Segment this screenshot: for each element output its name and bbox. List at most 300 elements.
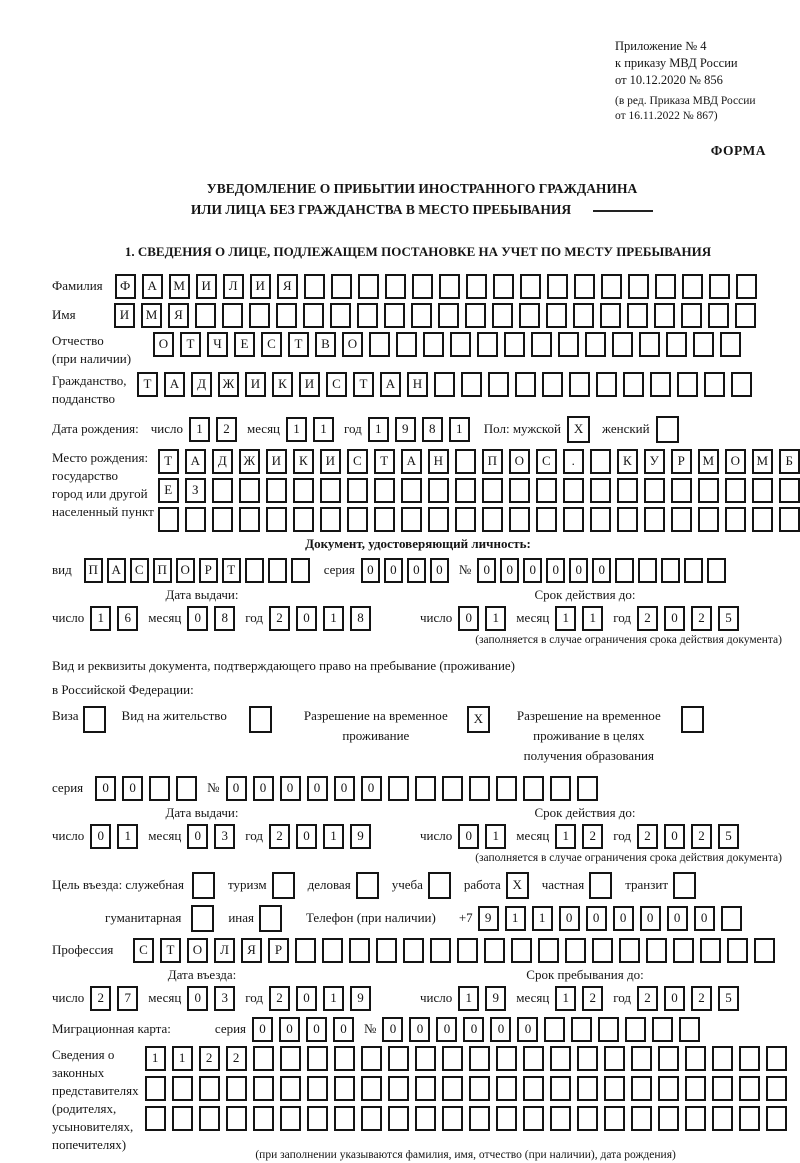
cell[interactable] — [625, 1017, 646, 1042]
cell[interactable] — [652, 1017, 673, 1042]
cell[interactable] — [357, 303, 378, 328]
cell[interactable]: 0 — [477, 558, 496, 583]
cell[interactable] — [482, 478, 503, 503]
cell[interactable] — [735, 303, 756, 328]
cell[interactable]: 1 — [505, 906, 526, 931]
cell[interactable]: 0 — [334, 776, 355, 801]
cell[interactable] — [707, 558, 726, 583]
cell[interactable] — [739, 1106, 760, 1131]
cell[interactable] — [589, 872, 612, 899]
cell[interactable] — [322, 938, 343, 963]
cell[interactable] — [736, 274, 757, 299]
purpose-humanitarian-checkbox[interactable] — [191, 905, 214, 932]
cell[interactable]: У — [644, 449, 665, 474]
cell[interactable] — [428, 478, 449, 503]
cell[interactable] — [176, 776, 197, 801]
cell[interactable] — [658, 1106, 679, 1131]
cell[interactable] — [266, 478, 287, 503]
cell[interactable]: И — [114, 303, 135, 328]
cell[interactable] — [720, 332, 741, 357]
cell[interactable]: С — [347, 449, 368, 474]
cell[interactable]: 2 — [216, 417, 237, 442]
cell[interactable]: О — [725, 449, 746, 474]
cell[interactable]: 0 — [306, 1017, 327, 1042]
cell[interactable] — [253, 1106, 274, 1131]
cell[interactable] — [185, 507, 206, 532]
cell[interactable] — [334, 1076, 355, 1101]
cell[interactable]: 0 — [490, 1017, 511, 1042]
cell[interactable] — [628, 274, 649, 299]
cell[interactable] — [604, 1046, 625, 1071]
cell[interactable] — [356, 872, 379, 899]
cell[interactable] — [779, 478, 800, 503]
birth-place-cells-row1[interactable] — [158, 449, 800, 474]
cell[interactable] — [423, 332, 444, 357]
cell[interactable] — [276, 303, 297, 328]
cell[interactable] — [619, 938, 640, 963]
cell[interactable] — [361, 1046, 382, 1071]
cell[interactable] — [544, 1017, 565, 1042]
cell[interactable] — [496, 776, 517, 801]
cell[interactable]: П — [482, 449, 503, 474]
identity-valid-day[interactable] — [458, 606, 506, 631]
cell[interactable] — [226, 1076, 247, 1101]
cell[interactable] — [455, 449, 476, 474]
cell[interactable]: 5 — [718, 606, 739, 631]
cell[interactable] — [347, 478, 368, 503]
cell[interactable] — [509, 478, 530, 503]
cell[interactable] — [677, 372, 698, 397]
cell[interactable] — [415, 776, 436, 801]
cell[interactable] — [601, 274, 622, 299]
cell[interactable] — [685, 1046, 706, 1071]
cell[interactable]: 0 — [187, 606, 208, 631]
cell[interactable]: 1 — [485, 606, 506, 631]
cell[interactable]: 7 — [117, 986, 138, 1011]
cell[interactable] — [320, 507, 341, 532]
purpose-business-checkbox[interactable] — [356, 872, 379, 899]
cell[interactable]: Я — [168, 303, 189, 328]
cell[interactable]: И — [196, 274, 217, 299]
cell[interactable]: С — [133, 938, 154, 963]
cell[interactable]: 0 — [307, 776, 328, 801]
purpose-work-checkbox[interactable] — [506, 872, 529, 899]
cell[interactable]: 0 — [458, 606, 479, 631]
cell[interactable] — [358, 274, 379, 299]
cell[interactable]: 0 — [546, 558, 565, 583]
cell[interactable] — [320, 478, 341, 503]
cell[interactable] — [590, 449, 611, 474]
cell[interactable]: 0 — [664, 824, 685, 849]
cell[interactable]: О — [342, 332, 363, 357]
cell[interactable]: 1 — [145, 1046, 166, 1071]
cell[interactable] — [158, 507, 179, 532]
cell[interactable] — [331, 274, 352, 299]
cell[interactable] — [531, 332, 552, 357]
cell[interactable]: 1 — [323, 606, 344, 631]
cell[interactable] — [627, 303, 648, 328]
cell[interactable] — [679, 1017, 700, 1042]
entry-day[interactable] — [90, 986, 138, 1011]
cell[interactable]: 0 — [90, 824, 111, 849]
cell[interactable] — [604, 1106, 625, 1131]
cell[interactable] — [569, 372, 590, 397]
cell[interactable] — [536, 478, 557, 503]
residence-issue-day[interactable] — [90, 824, 138, 849]
cell[interactable]: 0 — [463, 1017, 484, 1042]
residence-valid-month[interactable] — [555, 824, 603, 849]
cell[interactable] — [307, 1076, 328, 1101]
cell[interactable]: 1 — [117, 824, 138, 849]
cell[interactable] — [623, 372, 644, 397]
cell[interactable] — [280, 1046, 301, 1071]
cell[interactable]: А — [142, 274, 163, 299]
cell[interactable]: Т — [180, 332, 201, 357]
cell[interactable] — [496, 1076, 517, 1101]
cell[interactable]: И — [245, 372, 266, 397]
representatives-cells-row1[interactable] — [145, 1046, 787, 1071]
cell[interactable]: Ч — [207, 332, 228, 357]
cell[interactable]: 2 — [199, 1046, 220, 1071]
cell[interactable]: А — [164, 372, 185, 397]
cell[interactable]: 1 — [286, 417, 307, 442]
cell[interactable] — [571, 1017, 592, 1042]
cell[interactable] — [573, 303, 594, 328]
cell[interactable]: . — [563, 449, 584, 474]
cell[interactable]: 8 — [350, 606, 371, 631]
cell[interactable] — [655, 274, 676, 299]
cell[interactable]: 0 — [500, 558, 519, 583]
cell[interactable] — [465, 303, 486, 328]
stay-year[interactable] — [637, 986, 739, 1011]
residence-number-cells[interactable] — [226, 776, 598, 801]
cell[interactable]: 0 — [361, 776, 382, 801]
cell[interactable]: 1 — [485, 824, 506, 849]
representatives-cells-row3[interactable] — [145, 1106, 787, 1131]
cell[interactable] — [779, 507, 800, 532]
residence-series-cells[interactable] — [95, 776, 197, 801]
cell[interactable] — [644, 507, 665, 532]
cell[interactable]: 1 — [449, 417, 470, 442]
cell[interactable]: П — [84, 558, 103, 583]
cell[interactable] — [766, 1106, 787, 1131]
cell[interactable] — [388, 1106, 409, 1131]
cell[interactable] — [523, 1046, 544, 1071]
stay-month[interactable] — [555, 986, 603, 1011]
cell[interactable]: 2 — [582, 986, 603, 1011]
cell[interactable] — [661, 558, 680, 583]
cell[interactable] — [550, 1076, 571, 1101]
cell[interactable] — [195, 303, 216, 328]
cell[interactable] — [484, 938, 505, 963]
cell[interactable]: 8 — [214, 606, 235, 631]
cell[interactable] — [658, 1076, 679, 1101]
cell[interactable] — [442, 1106, 463, 1131]
cell[interactable]: Т — [353, 372, 374, 397]
cell[interactable] — [752, 507, 773, 532]
cell[interactable] — [438, 303, 459, 328]
cell[interactable] — [538, 938, 559, 963]
cell[interactable] — [457, 938, 478, 963]
cell[interactable] — [396, 332, 417, 357]
cell[interactable] — [226, 1106, 247, 1131]
cell[interactable] — [412, 274, 433, 299]
cell[interactable] — [249, 706, 272, 733]
cell[interactable]: Е — [234, 332, 255, 357]
cell[interactable]: Н — [407, 372, 428, 397]
cell[interactable] — [685, 1106, 706, 1131]
cell[interactable]: А — [380, 372, 401, 397]
identity-series-cells[interactable] — [361, 558, 449, 583]
cell[interactable] — [411, 303, 432, 328]
cell[interactable] — [693, 332, 714, 357]
cell[interactable] — [253, 1076, 274, 1101]
cell[interactable] — [656, 416, 679, 443]
cell[interactable] — [698, 478, 719, 503]
representatives-cells-row2[interactable] — [145, 1076, 787, 1101]
entry-month[interactable] — [187, 986, 235, 1011]
cell[interactable] — [430, 938, 451, 963]
purpose-official-checkbox[interactable] — [192, 872, 215, 899]
cell[interactable] — [671, 507, 692, 532]
cell[interactable]: 0 — [458, 824, 479, 849]
cell[interactable] — [574, 274, 595, 299]
cell[interactable]: О — [187, 938, 208, 963]
cell[interactable] — [488, 372, 509, 397]
cell[interactable] — [280, 1106, 301, 1131]
cell[interactable]: 0 — [436, 1017, 457, 1042]
cell[interactable]: К — [617, 449, 638, 474]
cell[interactable]: 1 — [532, 906, 553, 931]
cell[interactable] — [721, 906, 742, 931]
cell[interactable]: 0 — [382, 1017, 403, 1042]
cell[interactable] — [145, 1076, 166, 1101]
cell[interactable]: 1 — [189, 417, 210, 442]
cell[interactable]: 2 — [269, 986, 290, 1011]
temp-residence-checkbox[interactable] — [467, 706, 490, 733]
cell[interactable] — [239, 507, 260, 532]
residence-valid-year[interactable] — [637, 824, 739, 849]
cell[interactable] — [550, 1106, 571, 1131]
cell[interactable]: 2 — [637, 606, 658, 631]
cell[interactable] — [434, 372, 455, 397]
cell[interactable] — [511, 938, 532, 963]
cell[interactable] — [415, 1106, 436, 1131]
cell[interactable] — [439, 274, 460, 299]
cell[interactable]: 0 — [296, 606, 317, 631]
residence-issue-month[interactable] — [187, 824, 235, 849]
cell[interactable]: Д — [212, 449, 233, 474]
cell[interactable]: 2 — [637, 824, 658, 849]
cell[interactable]: О — [176, 558, 195, 583]
cell[interactable]: 0 — [95, 776, 116, 801]
cell[interactable]: К — [293, 449, 314, 474]
cell[interactable] — [671, 478, 692, 503]
cell[interactable] — [754, 938, 775, 963]
cell[interactable] — [401, 507, 422, 532]
cell[interactable] — [546, 303, 567, 328]
cell[interactable]: Р — [268, 938, 289, 963]
cell[interactable]: 2 — [582, 824, 603, 849]
cell[interactable] — [708, 303, 729, 328]
residence-valid-day[interactable] — [458, 824, 506, 849]
purpose-other-checkbox[interactable] — [259, 905, 282, 932]
cell[interactable] — [709, 274, 730, 299]
cell[interactable]: 0 — [280, 776, 301, 801]
cell[interactable]: П — [153, 558, 172, 583]
cell[interactable]: 1 — [555, 606, 576, 631]
cell[interactable] — [558, 332, 579, 357]
cell[interactable] — [604, 1076, 625, 1101]
cell[interactable] — [403, 938, 424, 963]
cell[interactable] — [266, 507, 287, 532]
cell[interactable] — [739, 1046, 760, 1071]
cell[interactable] — [592, 938, 613, 963]
cell[interactable] — [646, 938, 667, 963]
cell[interactable]: М — [752, 449, 773, 474]
cell[interactable]: Р — [199, 558, 218, 583]
cell[interactable] — [384, 303, 405, 328]
cell[interactable]: 0 — [592, 558, 611, 583]
cell[interactable] — [469, 1106, 490, 1131]
cell[interactable] — [191, 905, 214, 932]
cell[interactable]: Е — [158, 478, 179, 503]
cell[interactable] — [172, 1076, 193, 1101]
cell[interactable] — [612, 332, 633, 357]
cell[interactable]: О — [509, 449, 530, 474]
cell[interactable] — [515, 372, 536, 397]
cell[interactable]: В — [315, 332, 336, 357]
cell[interactable] — [766, 1076, 787, 1101]
cell[interactable] — [388, 776, 409, 801]
visa-checkbox[interactable] — [83, 706, 106, 733]
cell[interactable]: С — [326, 372, 347, 397]
cell[interactable] — [519, 303, 540, 328]
cell[interactable] — [172, 1106, 193, 1131]
cell[interactable]: 0 — [187, 986, 208, 1011]
identity-issue-year[interactable] — [269, 606, 371, 631]
cell[interactable]: 1 — [458, 986, 479, 1011]
cell[interactable]: О — [153, 332, 174, 357]
cell[interactable]: Ж — [218, 372, 239, 397]
cell[interactable]: 2 — [691, 986, 712, 1011]
cell[interactable] — [631, 1106, 652, 1131]
migration-number-cells[interactable] — [382, 1017, 700, 1042]
cell[interactable]: Б — [779, 449, 800, 474]
cell[interactable]: 1 — [555, 824, 576, 849]
cell[interactable] — [577, 1046, 598, 1071]
cell[interactable] — [712, 1046, 733, 1071]
cell[interactable]: 3 — [214, 986, 235, 1011]
cell[interactable]: И — [299, 372, 320, 397]
cell[interactable]: 0 — [613, 906, 634, 931]
cell[interactable] — [253, 1046, 274, 1071]
cell[interactable]: 0 — [333, 1017, 354, 1042]
cell[interactable] — [83, 706, 106, 733]
cell[interactable] — [369, 332, 390, 357]
cell[interactable] — [565, 938, 586, 963]
cell[interactable] — [631, 1046, 652, 1071]
cell[interactable] — [673, 938, 694, 963]
cell[interactable] — [415, 1046, 436, 1071]
cell[interactable] — [145, 1106, 166, 1131]
cell[interactable] — [523, 1106, 544, 1131]
cell[interactable] — [401, 478, 422, 503]
cell[interactable] — [304, 274, 325, 299]
cell[interactable] — [239, 478, 260, 503]
cell[interactable]: 0 — [569, 558, 588, 583]
cell[interactable] — [385, 274, 406, 299]
cell[interactable]: Н — [428, 449, 449, 474]
cell[interactable]: М — [141, 303, 162, 328]
cell[interactable]: 2 — [226, 1046, 247, 1071]
cell[interactable]: 3 — [214, 824, 235, 849]
cell[interactable] — [466, 274, 487, 299]
cell[interactable] — [766, 1046, 787, 1071]
citizenship-cells[interactable] — [137, 372, 752, 397]
cell[interactable] — [700, 938, 721, 963]
cell[interactable] — [650, 372, 671, 397]
cell[interactable]: 0 — [409, 1017, 430, 1042]
cell[interactable] — [681, 706, 704, 733]
residence-permit-checkbox[interactable] — [249, 706, 272, 733]
cell[interactable] — [550, 776, 571, 801]
cell[interactable] — [542, 372, 563, 397]
cell[interactable] — [442, 1046, 463, 1071]
cell[interactable] — [469, 1046, 490, 1071]
migration-series-cells[interactable] — [252, 1017, 354, 1042]
cell[interactable] — [631, 1076, 652, 1101]
cell[interactable] — [245, 558, 264, 583]
cell[interactable] — [330, 303, 351, 328]
cell[interactable]: 5 — [718, 986, 739, 1011]
cell[interactable]: 0 — [517, 1017, 538, 1042]
cell[interactable] — [388, 1076, 409, 1101]
entry-year[interactable] — [269, 986, 371, 1011]
cell[interactable]: Л — [214, 938, 235, 963]
cell[interactable] — [461, 372, 482, 397]
cell[interactable]: 0 — [279, 1017, 300, 1042]
cell[interactable] — [682, 274, 703, 299]
birth-month-cells[interactable] — [286, 417, 334, 442]
cell[interactable] — [698, 507, 719, 532]
cell[interactable] — [727, 938, 748, 963]
cell[interactable]: 0 — [122, 776, 143, 801]
cell[interactable] — [374, 478, 395, 503]
cell[interactable]: 0 — [667, 906, 688, 931]
cell[interactable] — [428, 872, 451, 899]
cell[interactable] — [455, 507, 476, 532]
cell[interactable] — [280, 1076, 301, 1101]
cell[interactable] — [550, 1046, 571, 1071]
cell[interactable]: 0 — [664, 606, 685, 631]
cell[interactable] — [349, 938, 370, 963]
cell[interactable] — [493, 274, 514, 299]
cell[interactable] — [654, 303, 675, 328]
cell[interactable]: X — [467, 706, 490, 733]
cell[interactable]: 0 — [430, 558, 449, 583]
cell[interactable]: 2 — [90, 986, 111, 1011]
cell[interactable]: 0 — [559, 906, 580, 931]
purpose-tourism-checkbox[interactable] — [272, 872, 295, 899]
cell[interactable] — [334, 1046, 355, 1071]
cell[interactable] — [496, 1046, 517, 1071]
sex-female-checkbox[interactable] — [656, 416, 679, 443]
cell[interactable]: 0 — [407, 558, 426, 583]
cell[interactable]: X — [567, 416, 590, 443]
cell[interactable]: Р — [671, 449, 692, 474]
cell[interactable] — [455, 478, 476, 503]
